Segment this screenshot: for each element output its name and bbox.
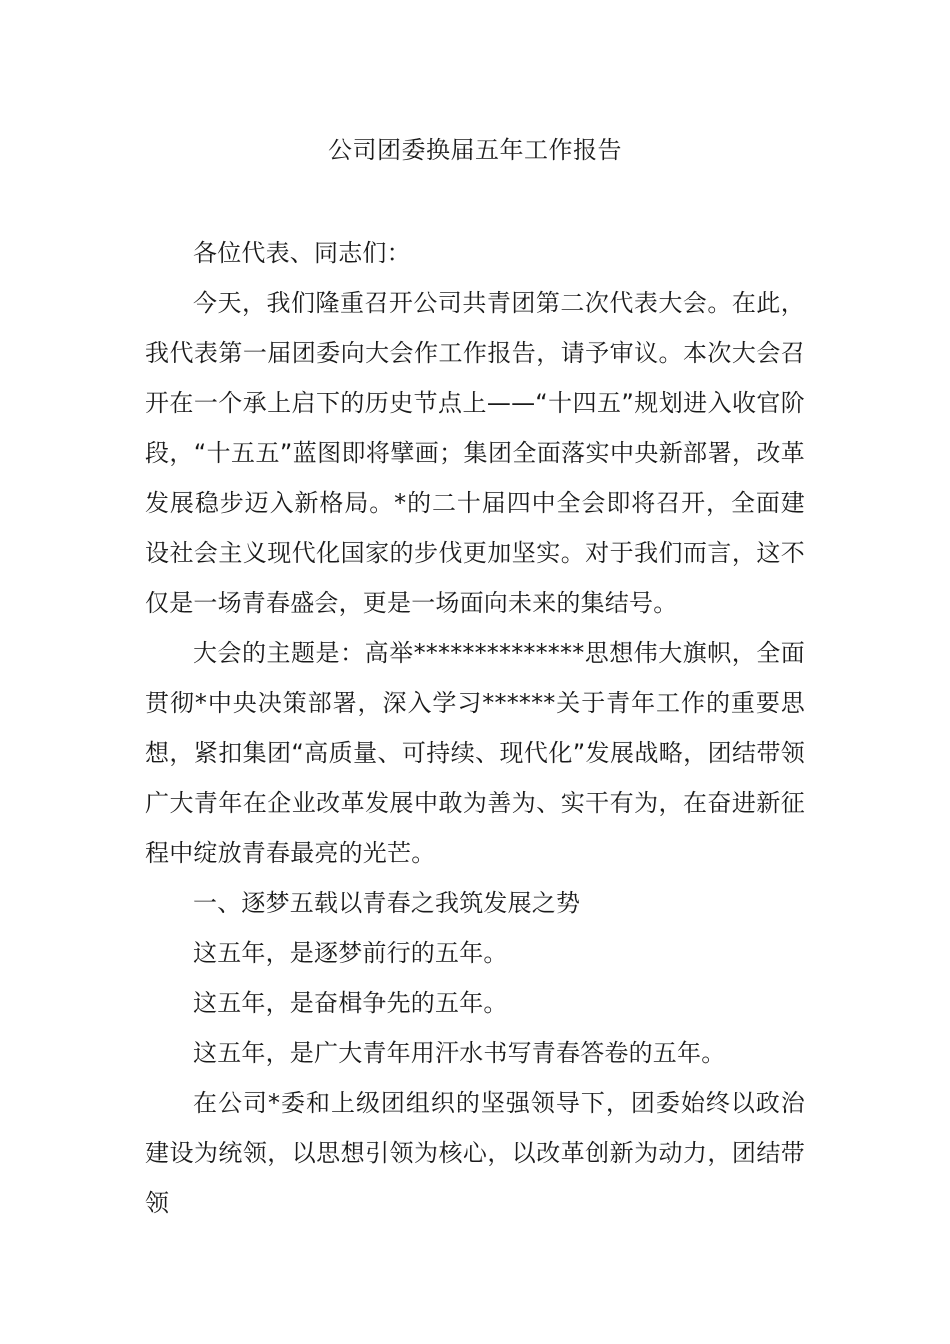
paragraph-five-years-3: 这五年，是广大青年用汗水书写青春答卷的五年。	[193, 1039, 726, 1067]
paragraph-five-years-1: 这五年，是逐梦前行的五年。	[193, 939, 508, 967]
paragraph-theme: 大会的主题是：高举**************思想伟大旗帜，全面贯彻*中央决策部署，深入学习******关于青年工作的重要思想，紧扣集团“高质量、可持续、现代化”发展战略，团结带领广大青年在企业改革发展中敢为善为、实干有为，在奋进新征程中绽放青春最亮的光芒。	[145, 639, 805, 867]
paragraph-leadership: 在公司*委和上级团组织的坚强领导下，团委始终以政治建设为统领，以思想引领为核心，以改革创新为动力，团结带领	[145, 1089, 805, 1217]
section-heading-one: 一、逐梦五载以青春之我筑发展之势	[193, 889, 581, 917]
paragraph-opening: 今天，我们隆重召开公司共青团第二次代表大会。在此，我代表第一届团委向大会作工作报告，请予审议。本次大会召开在一个承上启下的历史节点上——“十四五”规划进入收官阶段，“十五五”蓝图即将擘画；集团全面落实中央新部署，改革发展稳步迈入新格局。*的二十届四中全会即将召开，全面建设社会主义现代化国家的步伐更加坚实。对于我们而言，这不仅是一场青春盛会，更是一场面向未来的集结号。	[145, 289, 805, 617]
document-title: 公司团委换届五年工作报告	[328, 136, 622, 164]
paragraph-five-years-2: 这五年，是奋楫争先的五年。	[193, 989, 508, 1017]
document-body	[145, 228, 805, 1228]
paragraph-salutation: 各位代表、同志们：	[193, 239, 411, 267]
